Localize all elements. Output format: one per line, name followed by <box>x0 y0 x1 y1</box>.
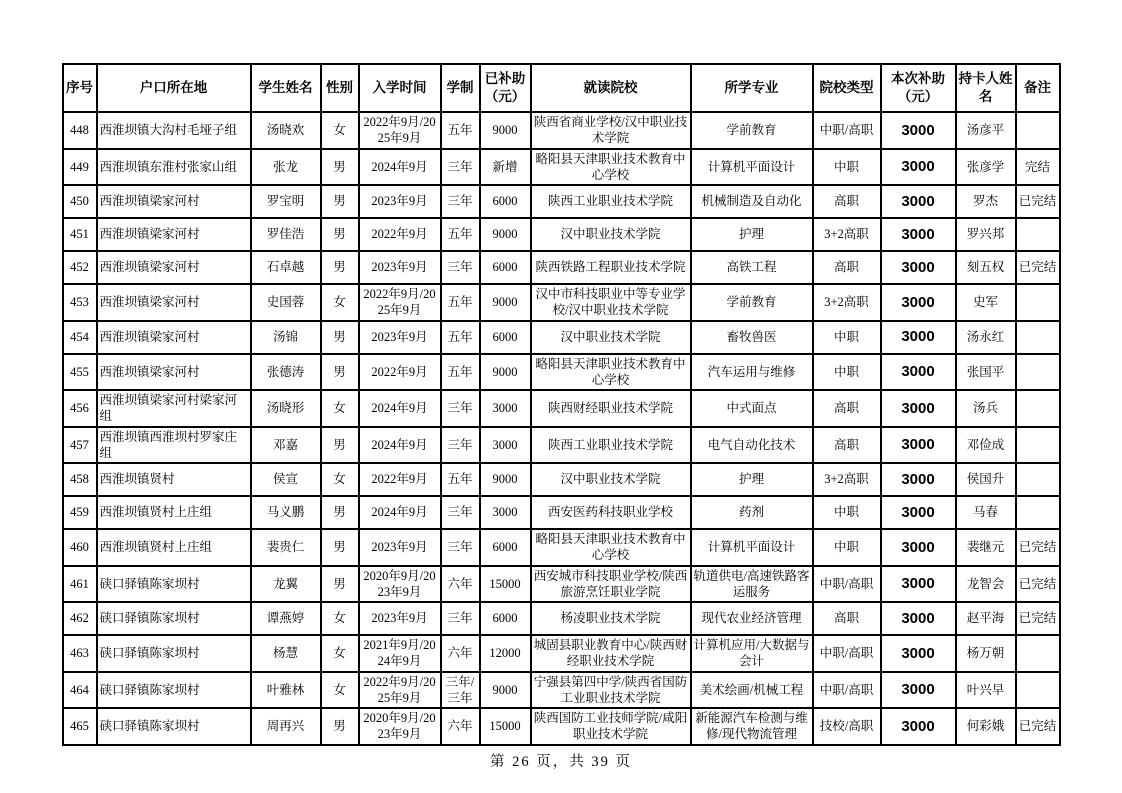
table-cell-subsidized: 3000 <box>480 496 531 529</box>
table-cell-cardholder: 龙智会 <box>956 566 1016 603</box>
table-cell-current_subsidy: 3000 <box>881 251 956 284</box>
table-cell-address: 硖口驿镇陈家坝村 <box>97 566 251 603</box>
table-cell-remark: 已完结 <box>1016 602 1060 635</box>
table-cell-school: 杨凌职业技术学院 <box>531 602 691 635</box>
table-cell-address: 西淮坝镇梁家河村 <box>97 354 251 391</box>
table-cell-duration: 三年 <box>441 185 480 218</box>
table-cell-major: 美术绘画/机械工程 <box>691 672 813 709</box>
table-row <box>63 390 1060 427</box>
table-cell-duration: 六年 <box>441 708 480 745</box>
table-cell-cardholder: 何彩娥 <box>956 708 1016 745</box>
table-cell-address: 西淮坝镇梁家河村 <box>97 321 251 354</box>
table-row <box>63 284 1060 321</box>
table-cell-gender: 女 <box>321 635 359 672</box>
table-row <box>63 185 1060 218</box>
table-cell-cardholder: 汤兵 <box>956 390 1016 427</box>
table-cell-remark: 完结 <box>1016 149 1060 186</box>
table-row <box>63 529 1060 566</box>
table-cell-name: 马义鹏 <box>251 496 321 529</box>
table-cell-current_subsidy: 3000 <box>881 529 956 566</box>
table-cell-duration: 三年 <box>441 529 480 566</box>
table-cell-current_subsidy: 3000 <box>881 390 956 427</box>
table-cell-cardholder: 裴继元 <box>956 529 1016 566</box>
table-cell-gender: 男 <box>321 251 359 284</box>
table-cell-remark: 已完结 <box>1016 708 1060 745</box>
header-school: 就读院校 <box>531 64 691 112</box>
table-cell-school_type: 中职 <box>813 354 881 391</box>
header-remark: 备注 <box>1016 64 1060 112</box>
table-cell-seq: 465 <box>63 708 97 745</box>
table-cell-subsidized: 9000 <box>480 218 531 251</box>
table-cell-school_type: 中职 <box>813 149 881 186</box>
table-cell-school_type: 中职 <box>813 529 881 566</box>
table-cell-enroll_time: 2023年9月 <box>359 321 441 354</box>
table-cell-duration: 三年 <box>441 602 480 635</box>
table-cell-enroll_time: 2022年9月/2025年9月 <box>359 284 441 321</box>
table-cell-major: 学前教育 <box>691 284 813 321</box>
table-cell-seq: 450 <box>63 185 97 218</box>
table-cell-subsidized: 9000 <box>480 672 531 709</box>
table-cell-name: 周再兴 <box>251 708 321 745</box>
table-cell-major: 护理 <box>691 463 813 496</box>
table-cell-school: 宁强县第四中学/陕西省国防工业职业技术学院 <box>531 672 691 709</box>
table-cell-subsidized: 3000 <box>480 427 531 464</box>
table-cell-current_subsidy: 3000 <box>881 672 956 709</box>
table-cell-enroll_time: 2023年9月 <box>359 185 441 218</box>
table-cell-address: 硖口驿镇陈家坝村 <box>97 635 251 672</box>
table-cell-gender: 女 <box>321 390 359 427</box>
table-cell-duration: 三年/三年 <box>441 672 480 709</box>
table-cell-school: 陕西工业职业技术学院 <box>531 185 691 218</box>
table-cell-cardholder: 杨万朝 <box>956 635 1016 672</box>
table-cell-subsidized: 15000 <box>480 566 531 603</box>
table-cell-seq: 454 <box>63 321 97 354</box>
table-cell-current_subsidy: 3000 <box>881 321 956 354</box>
table-cell-school_type: 高职 <box>813 251 881 284</box>
table-body <box>63 112 1060 745</box>
header-school-type: 院校类型 <box>813 64 881 112</box>
header-gender: 性别 <box>321 64 359 112</box>
table-cell-cardholder: 汤永红 <box>956 321 1016 354</box>
table-cell-major: 药剂 <box>691 496 813 529</box>
table-cell-school_type: 3+2高职 <box>813 218 881 251</box>
table-cell-name: 汤晓欢 <box>251 112 321 149</box>
table-cell-remark <box>1016 321 1060 354</box>
table-cell-school_type: 高职 <box>813 602 881 635</box>
table-cell-name: 张龙 <box>251 149 321 186</box>
table-cell-current_subsidy: 3000 <box>881 463 956 496</box>
header-address: 户口所在地 <box>97 64 251 112</box>
table-cell-gender: 女 <box>321 112 359 149</box>
table-cell-gender: 女 <box>321 672 359 709</box>
table-cell-school: 西安城市科技职业学校/陕西旅游烹饪职业学院 <box>531 566 691 603</box>
table-cell-remark <box>1016 390 1060 427</box>
table-cell-school: 略阳县天津职业技术教育中心学校 <box>531 149 691 186</box>
header-current-subsidy: 本次补助（元） <box>881 64 956 112</box>
table-row <box>63 321 1060 354</box>
table-cell-school_type: 中职 <box>813 496 881 529</box>
table-cell-school: 陕西工业职业技术学院 <box>531 427 691 464</box>
table-cell-school_type: 中职/高职 <box>813 635 881 672</box>
table-cell-enroll_time: 2022年9月 <box>359 218 441 251</box>
table-cell-subsidized: 6000 <box>480 251 531 284</box>
table-cell-gender: 男 <box>321 496 359 529</box>
table-cell-subsidized: 9000 <box>480 284 531 321</box>
table-cell-name: 裴贵仁 <box>251 529 321 566</box>
table-cell-address: 西淮坝镇大沟村毛垭子组 <box>97 112 251 149</box>
table-cell-current_subsidy: 3000 <box>881 427 956 464</box>
table-cell-seq: 451 <box>63 218 97 251</box>
table-cell-cardholder: 汤彦平 <box>956 112 1016 149</box>
table-cell-remark: 已完结 <box>1016 566 1060 603</box>
header-enroll-time: 入学时间 <box>359 64 441 112</box>
table-row <box>63 496 1060 529</box>
table-cell-school_type: 高职 <box>813 427 881 464</box>
table-cell-remark <box>1016 496 1060 529</box>
table-cell-school: 汉中职业技术学院 <box>531 463 691 496</box>
table-cell-seq: 456 <box>63 390 97 427</box>
table-cell-current_subsidy: 3000 <box>881 602 956 635</box>
table-cell-cardholder: 张彦学 <box>956 149 1016 186</box>
table-cell-school: 略阳县天津职业技术教育中心学校 <box>531 354 691 391</box>
table-cell-duration: 六年 <box>441 566 480 603</box>
table-cell-name: 汤锦 <box>251 321 321 354</box>
table-cell-enroll_time: 2023年9月 <box>359 251 441 284</box>
table-row <box>63 635 1060 672</box>
table-cell-gender: 女 <box>321 284 359 321</box>
table-cell-cardholder: 叶兴早 <box>956 672 1016 709</box>
table-cell-address: 硖口驿镇陈家坝村 <box>97 708 251 745</box>
header-subsidized: 已补助（元） <box>480 64 531 112</box>
table-cell-name: 汤晓形 <box>251 390 321 427</box>
table-cell-address: 西淮坝镇梁家河村梁家河组 <box>97 390 251 427</box>
table-cell-address: 西淮坝镇贤村上庄组 <box>97 496 251 529</box>
table-cell-duration: 三年 <box>441 149 480 186</box>
table-cell-major: 中式面点 <box>691 390 813 427</box>
table-cell-enroll_time: 2024年9月 <box>359 390 441 427</box>
header-student-name: 学生姓名 <box>251 64 321 112</box>
table-cell-school_type: 中职/高职 <box>813 566 881 603</box>
table-cell-school_type: 3+2高职 <box>813 284 881 321</box>
table-cell-school_type: 高职 <box>813 185 881 218</box>
table-cell-major: 机械制造及自动化 <box>691 185 813 218</box>
table-cell-major: 电气自动化技术 <box>691 427 813 464</box>
table-cell-school_type: 中职/高职 <box>813 672 881 709</box>
table-cell-address: 西淮坝镇东淮村张家山组 <box>97 149 251 186</box>
table-cell-name: 杨慧 <box>251 635 321 672</box>
table-cell-remark <box>1016 635 1060 672</box>
table-cell-address: 硖口驿镇陈家坝村 <box>97 602 251 635</box>
table-cell-address: 西淮坝镇贤村上庄组 <box>97 529 251 566</box>
table-cell-seq: 448 <box>63 112 97 149</box>
table-cell-major: 现代农业经济管理 <box>691 602 813 635</box>
header-major: 所学专业 <box>691 64 813 112</box>
table-cell-enroll_time: 2023年9月 <box>359 529 441 566</box>
table-cell-seq: 459 <box>63 496 97 529</box>
table-row <box>63 251 1060 284</box>
table-cell-duration: 三年 <box>441 251 480 284</box>
table-cell-duration: 三年 <box>441 390 480 427</box>
table-cell-address: 西淮坝镇梁家河村 <box>97 218 251 251</box>
table-row <box>63 463 1060 496</box>
table-cell-duration: 三年 <box>441 496 480 529</box>
table-cell-remark <box>1016 218 1060 251</box>
table-cell-gender: 男 <box>321 529 359 566</box>
table-cell-subsidized: 9000 <box>480 354 531 391</box>
table-cell-name: 石卓越 <box>251 251 321 284</box>
table-cell-enroll_time: 2021年9月/2024年9月 <box>359 635 441 672</box>
table-cell-school: 略阳县天津职业技术教育中心学校 <box>531 529 691 566</box>
table-cell-seq: 457 <box>63 427 97 464</box>
table-cell-school: 陕西省商业学校/汉中职业技术学院 <box>531 112 691 149</box>
table-cell-name: 侯宣 <box>251 463 321 496</box>
table-cell-school: 汉中市科技职业中等专业学校/汉中职业技术学院 <box>531 284 691 321</box>
header-duration: 学制 <box>441 64 480 112</box>
table-cell-seq: 449 <box>63 149 97 186</box>
table-cell-seq: 453 <box>63 284 97 321</box>
student-subsidy-table <box>62 63 1061 746</box>
table-cell-enroll_time: 2022年9月 <box>359 354 441 391</box>
table-row <box>63 708 1060 745</box>
table-cell-subsidized: 9000 <box>480 112 531 149</box>
table-cell-school_type: 高职 <box>813 390 881 427</box>
table-cell-duration: 五年 <box>441 463 480 496</box>
table-row <box>63 672 1060 709</box>
table-cell-gender: 男 <box>321 427 359 464</box>
table-cell-address: 西淮坝镇梁家河村 <box>97 251 251 284</box>
table-cell-enroll_time: 2024年9月 <box>359 496 441 529</box>
table-cell-seq: 460 <box>63 529 97 566</box>
table-cell-major: 汽车运用与维修 <box>691 354 813 391</box>
table-cell-current_subsidy: 3000 <box>881 635 956 672</box>
table-cell-address: 硖口驿镇陈家坝村 <box>97 672 251 709</box>
table-cell-cardholder: 刻五权 <box>956 251 1016 284</box>
table-cell-name: 邓嘉 <box>251 427 321 464</box>
table-cell-gender: 男 <box>321 354 359 391</box>
table-cell-school: 陕西国防工业技师学院/咸阳职业技术学院 <box>531 708 691 745</box>
table-cell-seq: 463 <box>63 635 97 672</box>
table-cell-cardholder: 张国平 <box>956 354 1016 391</box>
table-cell-address: 西淮坝镇梁家河村 <box>97 185 251 218</box>
table-cell-current_subsidy: 3000 <box>881 185 956 218</box>
table-cell-major: 轨道供电/高速铁路客运服务 <box>691 566 813 603</box>
table-cell-cardholder: 侯国升 <box>956 463 1016 496</box>
table-cell-school: 汉中职业技术学院 <box>531 321 691 354</box>
table-cell-enroll_time: 2024年9月 <box>359 427 441 464</box>
table-cell-name: 叶雅林 <box>251 672 321 709</box>
table-cell-current_subsidy: 3000 <box>881 496 956 529</box>
table-cell-subsidized: 6000 <box>480 185 531 218</box>
table-cell-address: 西淮坝镇贤村 <box>97 463 251 496</box>
table-cell-enroll_time: 2020年9月/2023年9月 <box>359 708 441 745</box>
table-cell-seq: 455 <box>63 354 97 391</box>
table-cell-school_type: 技校/高职 <box>813 708 881 745</box>
table-cell-subsidized: 6000 <box>480 321 531 354</box>
table-cell-duration: 五年 <box>441 321 480 354</box>
table-cell-cardholder: 罗兴邦 <box>956 218 1016 251</box>
table-cell-name: 史国蓉 <box>251 284 321 321</box>
table-cell-remark <box>1016 463 1060 496</box>
table-cell-enroll_time: 2020年9月/2023年9月 <box>359 566 441 603</box>
table-cell-remark <box>1016 112 1060 149</box>
table-cell-cardholder: 马春 <box>956 496 1016 529</box>
table-cell-enroll_time: 2022年9月 <box>359 463 441 496</box>
table-cell-gender: 男 <box>321 566 359 603</box>
table-cell-major: 新能源汽车检测与维修/现代物流管理 <box>691 708 813 745</box>
table-cell-major: 高铁工程 <box>691 251 813 284</box>
table-cell-duration: 五年 <box>441 112 480 149</box>
table-cell-remark: 已完结 <box>1016 251 1060 284</box>
table-cell-school: 城固县职业教育中心/陕西财经职业技术学院 <box>531 635 691 672</box>
table-cell-cardholder: 史军 <box>956 284 1016 321</box>
page-indicator: 第 26 页，共 39 页 <box>490 754 632 770</box>
table-cell-subsidized: 6000 <box>480 529 531 566</box>
table-cell-major: 护理 <box>691 218 813 251</box>
table-cell-name: 罗佳浩 <box>251 218 321 251</box>
table-cell-school: 西安医药科技职业学校 <box>531 496 691 529</box>
table-cell-remark <box>1016 427 1060 464</box>
table-row <box>63 566 1060 603</box>
table-cell-current_subsidy: 3000 <box>881 149 956 186</box>
table-row <box>63 218 1060 251</box>
table-cell-current_subsidy: 3000 <box>881 708 956 745</box>
table-cell-major: 计算机平面设计 <box>691 529 813 566</box>
table-row <box>63 149 1060 186</box>
table-cell-name: 罗宝明 <box>251 185 321 218</box>
table-cell-enroll_time: 2023年9月 <box>359 602 441 635</box>
table-cell-address: 西淮坝镇梁家河村 <box>97 284 251 321</box>
table-cell-current_subsidy: 3000 <box>881 284 956 321</box>
table-cell-major: 计算机应用/大数据与会计 <box>691 635 813 672</box>
table-cell-gender: 女 <box>321 463 359 496</box>
table-cell-current_subsidy: 3000 <box>881 218 956 251</box>
table-cell-subsidized: 15000 <box>480 708 531 745</box>
table-cell-subsidized: 3000 <box>480 390 531 427</box>
table-cell-name: 张德涛 <box>251 354 321 391</box>
table-cell-enroll_time: 2024年9月 <box>359 149 441 186</box>
table-cell-subsidized: 新增 <box>480 149 531 186</box>
table-cell-gender: 男 <box>321 321 359 354</box>
table-cell-subsidized: 6000 <box>480 602 531 635</box>
table-cell-remark <box>1016 672 1060 709</box>
table-cell-gender: 男 <box>321 149 359 186</box>
header-cardholder: 持卡人姓名 <box>956 64 1016 112</box>
table-cell-subsidized: 12000 <box>480 635 531 672</box>
table-cell-gender: 女 <box>321 602 359 635</box>
table-cell-major: 计算机平面设计 <box>691 149 813 186</box>
table-header-row <box>63 64 1060 112</box>
table-cell-major: 学前教育 <box>691 112 813 149</box>
table-cell-school_type: 中职/高职 <box>813 112 881 149</box>
table-cell-name: 谭燕婷 <box>251 602 321 635</box>
table-cell-cardholder: 罗杰 <box>956 185 1016 218</box>
table-cell-duration: 六年 <box>441 635 480 672</box>
table-cell-remark <box>1016 284 1060 321</box>
table-cell-school: 汉中职业技术学院 <box>531 218 691 251</box>
table-row <box>63 112 1060 149</box>
table-cell-school_type: 3+2高职 <box>813 463 881 496</box>
table-cell-seq: 458 <box>63 463 97 496</box>
table-row <box>63 354 1060 391</box>
table-cell-duration: 五年 <box>441 218 480 251</box>
table-cell-school: 陕西财经职业技术学院 <box>531 390 691 427</box>
table-cell-duration: 五年 <box>441 284 480 321</box>
header-seq: 序号 <box>63 64 97 112</box>
table-cell-gender: 男 <box>321 185 359 218</box>
table-cell-subsidized: 9000 <box>480 463 531 496</box>
table-cell-address: 西淮坝镇西淮坝村罗家庄组 <box>97 427 251 464</box>
table-cell-remark <box>1016 354 1060 391</box>
table-cell-enroll_time: 2022年9月/2025年9月 <box>359 672 441 709</box>
table-cell-seq: 461 <box>63 566 97 603</box>
table-cell-current_subsidy: 3000 <box>881 354 956 391</box>
table-cell-cardholder: 邓俭成 <box>956 427 1016 464</box>
table-cell-major: 畜牧兽医 <box>691 321 813 354</box>
table-row <box>63 427 1060 464</box>
table-cell-current_subsidy: 3000 <box>881 566 956 603</box>
table-cell-remark: 已完结 <box>1016 529 1060 566</box>
table-row <box>63 602 1060 635</box>
table-cell-remark: 已完结 <box>1016 185 1060 218</box>
table-cell-school: 陕西铁路工程职业技术学院 <box>531 251 691 284</box>
table-cell-cardholder: 赵平海 <box>956 602 1016 635</box>
table-cell-duration: 五年 <box>441 354 480 391</box>
table-cell-seq: 462 <box>63 602 97 635</box>
table-cell-seq: 452 <box>63 251 97 284</box>
table-cell-seq: 464 <box>63 672 97 709</box>
table-cell-enroll_time: 2022年9月/2025年9月 <box>359 112 441 149</box>
table-cell-name: 龙翼 <box>251 566 321 603</box>
table-cell-current_subsidy: 3000 <box>881 112 956 149</box>
table-cell-duration: 三年 <box>441 427 480 464</box>
table-cell-gender: 男 <box>321 218 359 251</box>
table-cell-gender: 男 <box>321 708 359 745</box>
table-cell-school_type: 中职 <box>813 321 881 354</box>
